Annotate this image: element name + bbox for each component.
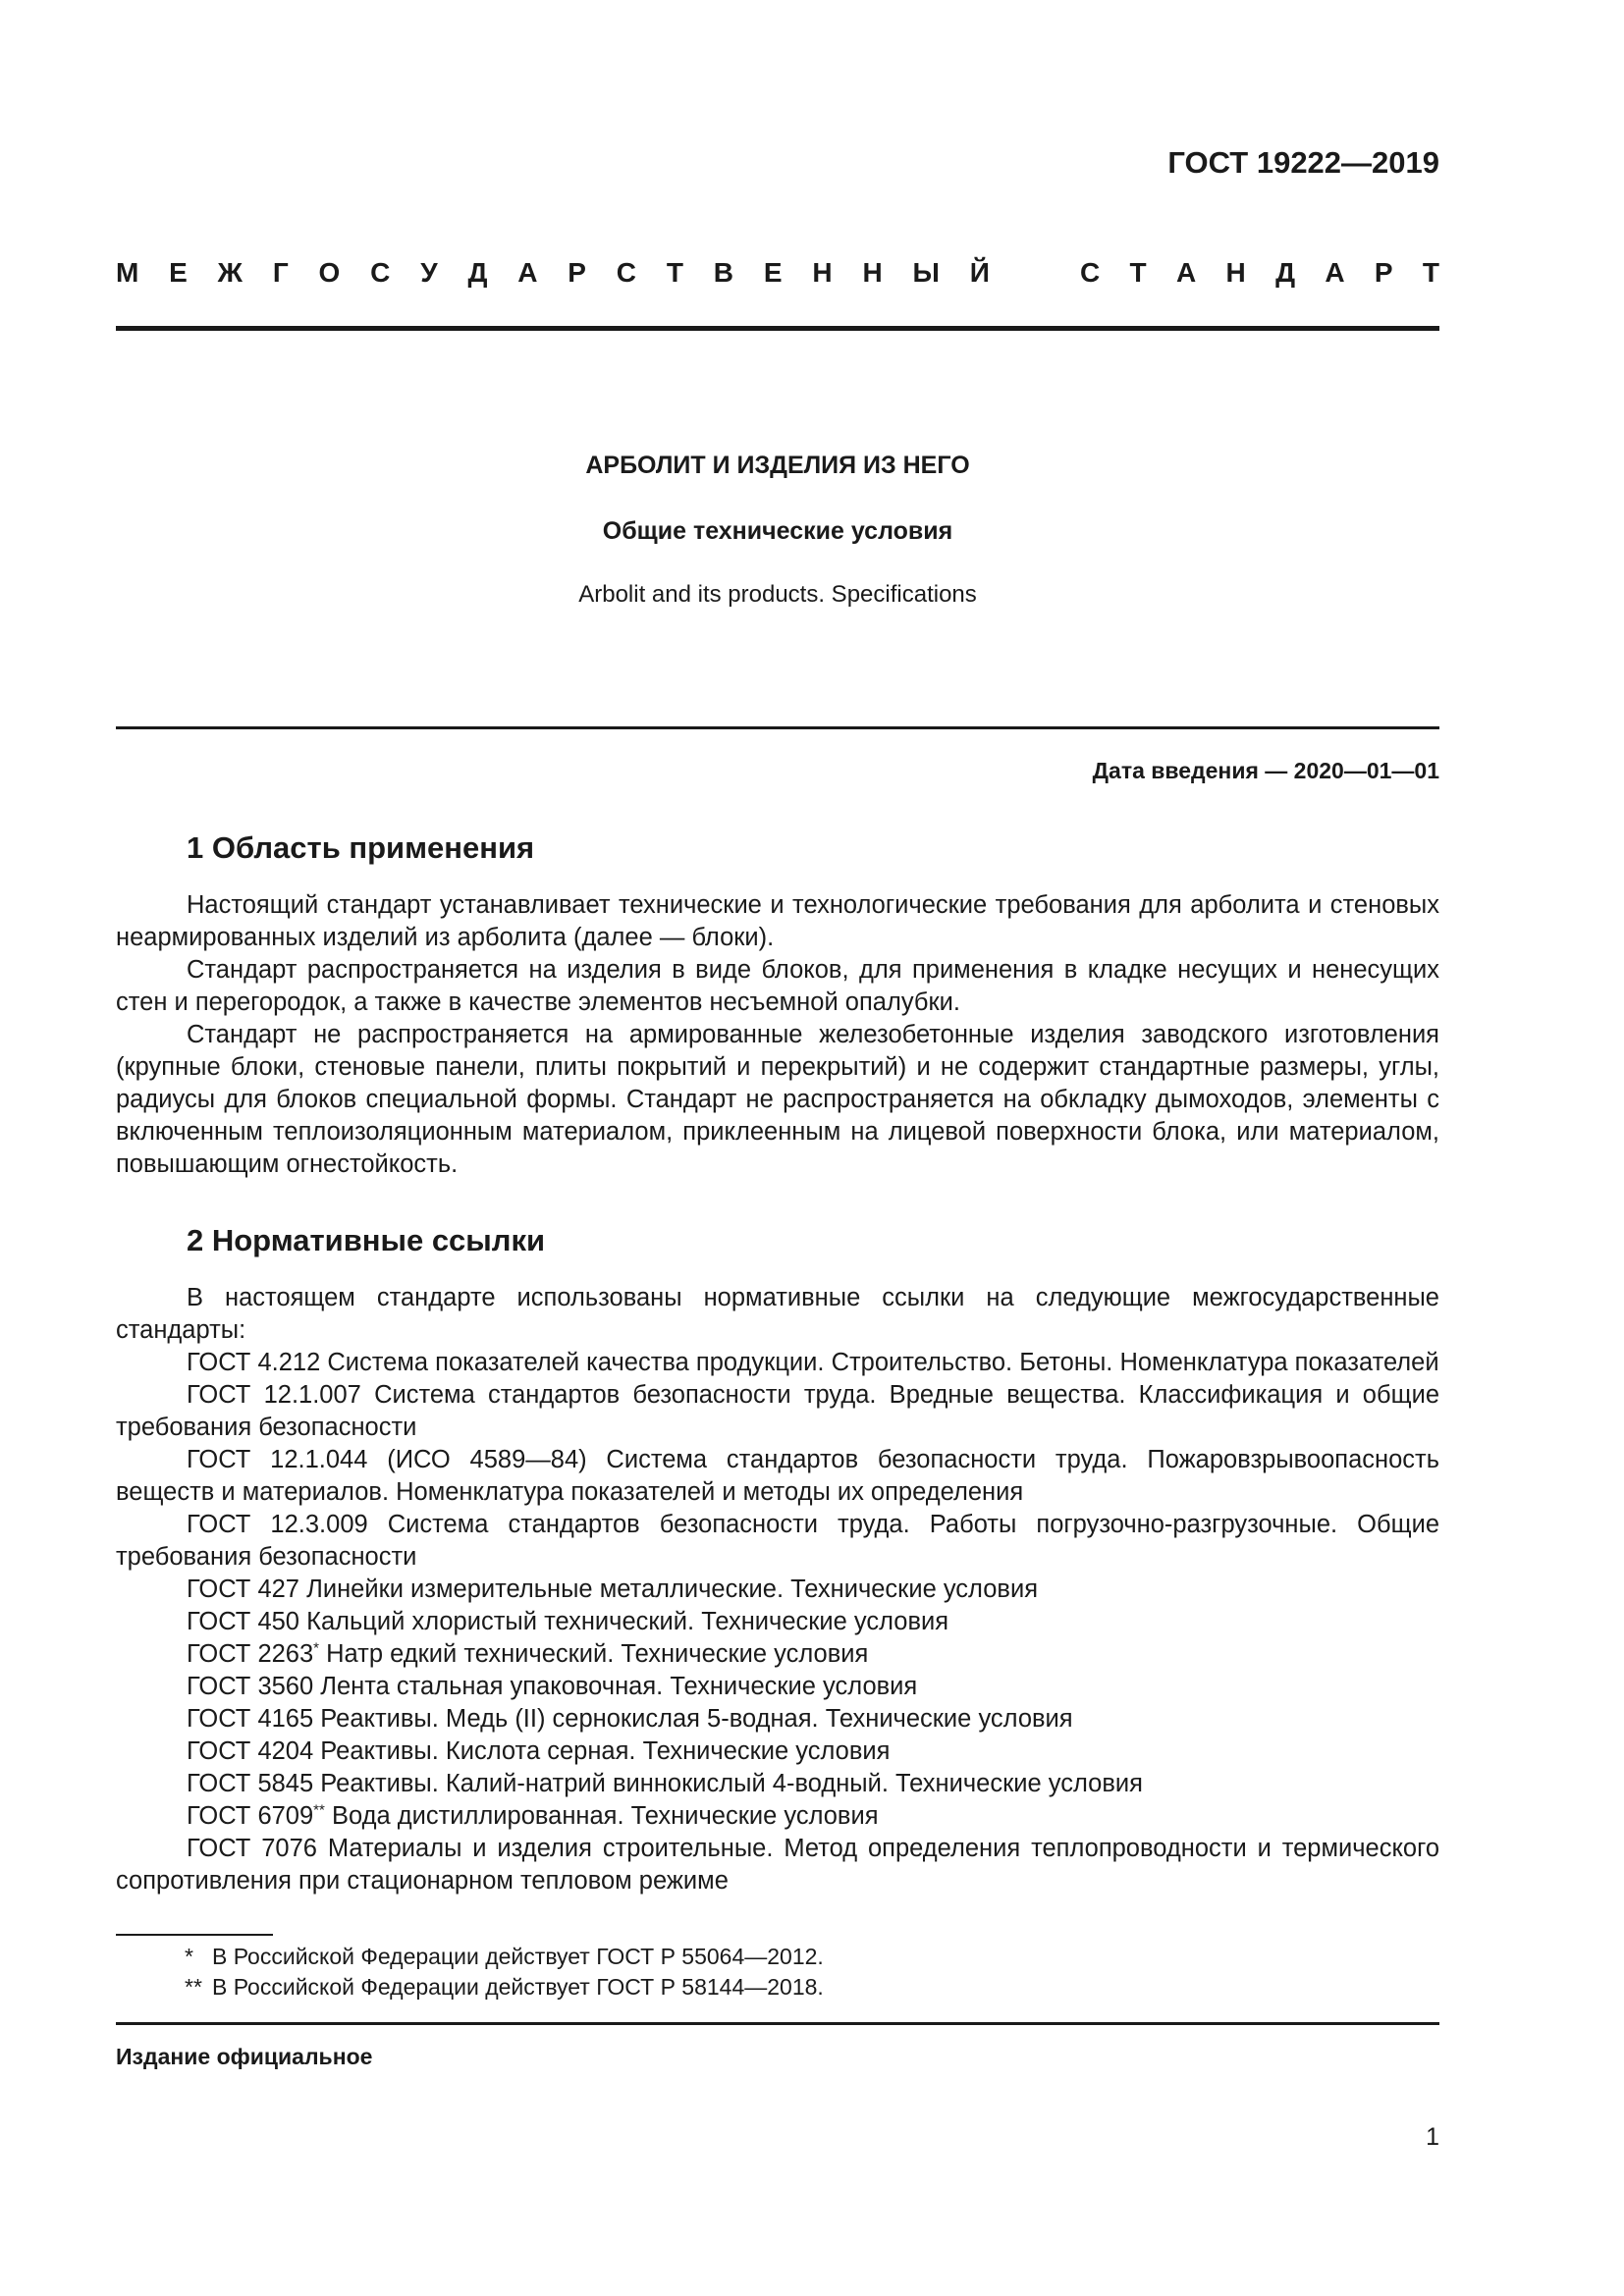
- reference-item: [116, 1379, 1439, 1444]
- banner-letter: С: [370, 257, 391, 288]
- footnote-marker: **: [313, 1801, 325, 1819]
- banner-letter: Д: [1275, 257, 1296, 288]
- reference-code: ГОСТ 6709: [187, 1802, 314, 1830]
- header-rule: [116, 326, 1439, 331]
- reference-code: ГОСТ 3560: [187, 1673, 314, 1700]
- reference-code: ГОСТ 427: [187, 1575, 299, 1603]
- banner-letter: Н: [862, 257, 883, 288]
- reference-title: Натр едкий технический. Технические условия: [319, 1640, 869, 1668]
- reference-title: Реактивы. Калий-натрий виннокислый 4-водный. Технические условия: [313, 1770, 1143, 1797]
- reference-item: [116, 1833, 1439, 1897]
- reference-item: [116, 1671, 1439, 1703]
- banner-letter: Р: [568, 257, 586, 288]
- paragraph: Настоящий стандарт устанавливает технические и технологические требования для арболита и стеновых неармированных изделий из арболита (далее — блоки).: [116, 891, 1439, 951]
- reference-title: Система показателей качества продукции. Строительство. Бетоны. Номенклатура показателей: [320, 1349, 1439, 1376]
- banner-letter: Н: [812, 257, 833, 288]
- reference-title: Система стандартов безопасности труда. Вредные вещества. Классификация и общие требования безопасности: [116, 1381, 1440, 1441]
- footnote: [185, 1972, 824, 2002]
- reference-title: Вода дистиллированная. Технические условия: [324, 1802, 879, 1830]
- footnote-mark: **: [185, 1974, 202, 2000]
- reference-item: [116, 1638, 1439, 1671]
- reference-title: Лента стальная упаковочная. Технические условия: [313, 1673, 918, 1700]
- reference-item: [116, 1703, 1439, 1735]
- reference-title: Реактивы. Кислота серная. Технические условия: [313, 1737, 891, 1765]
- reference-title: Линейки измерительные металлические. Технические условия: [299, 1575, 1039, 1603]
- banner-letter: У: [420, 257, 438, 288]
- banner-letter: Р: [1374, 257, 1393, 288]
- reference-code: ГОСТ 4165: [187, 1705, 314, 1733]
- paragraph: Стандарт распространяется на изделия в виде блоков, для применения в кладке несущих и ненесущих стен и перегородок, а также в качестве элементов несъемной опалубки.: [116, 956, 1439, 1016]
- reference-item: [116, 1606, 1439, 1638]
- banner-letter: Т: [666, 257, 683, 288]
- reference-code: ГОСТ 2263: [187, 1640, 314, 1668]
- banner-letter: С: [1080, 257, 1101, 288]
- banner-letter: Е: [169, 257, 188, 288]
- reference-item: [116, 1800, 1439, 1833]
- banner-letter: А: [1175, 257, 1197, 288]
- standard-number: ГОСТ 19222—2019: [1167, 145, 1439, 180]
- footnote-rule: [116, 1934, 273, 1936]
- banner-letter: А: [517, 257, 538, 288]
- banner-letter: Й: [969, 257, 990, 288]
- document-title: АРБОЛИТ И ИЗДЕЛИЯ ИЗ НЕГО: [585, 452, 970, 479]
- paragraph: Стандарт не распространяется на армированные железобетонные изделия заводского изготовления (крупные блоки, стеновые панели, плиты покрытий и перекрытий) и не содержит стандартные размеры, углы, радиусы для блоков специальной формы. Стандарт не распространяется на обкладку дымоходов, элементы с включенным теплоизоляционным материалом, приклеенным на лицевой поверхности блока, или материалом, повышающим огнестойкость.: [116, 1021, 1439, 1178]
- reference-code: ГОСТ 7076: [187, 1835, 317, 1862]
- reference-code: ГОСТ 4.212: [187, 1349, 321, 1376]
- edition-label: Издание официальное: [116, 2044, 373, 2069]
- reference-code: ГОСТ 450: [187, 1608, 299, 1635]
- banner-letter: Ж: [217, 257, 243, 288]
- reference-title: Система стандартов безопасности труда. Работы погрузочно-разгрузочные. Общие требования безопасности: [116, 1511, 1440, 1571]
- reference-item: [116, 1574, 1439, 1606]
- banner-letter: Ы: [912, 257, 940, 288]
- section-2-body: [116, 1282, 1439, 1897]
- document-title-english: Arbolit and its products. Specifications: [578, 581, 977, 608]
- section-1-heading: 1 Область применения: [187, 830, 535, 865]
- banner-letter: А: [1325, 257, 1345, 288]
- reference-title: Кальций хлористый технический. Технические условия: [299, 1608, 949, 1635]
- date-of-introduction: Дата введения — 2020—01—01: [1092, 758, 1439, 783]
- banner-letter: Г: [272, 257, 289, 288]
- reference-item: [116, 1735, 1439, 1768]
- page-number: 1: [1426, 2123, 1439, 2151]
- banner-letter: Т: [1422, 257, 1439, 288]
- banner-letter: Н: [1225, 257, 1246, 288]
- reference-code: ГОСТ 12.1.007: [187, 1381, 361, 1409]
- banner-word-interstate: [116, 257, 990, 289]
- paragraph: В настоящем стандарте использованы нормативные ссылки на следующие межгосударственные стандарты:: [116, 1284, 1439, 1344]
- interstate-standard-banner: [116, 253, 1439, 293]
- footnote-marker: *: [313, 1639, 320, 1657]
- banner-letter: С: [616, 257, 637, 288]
- reference-code: ГОСТ 5845: [187, 1770, 314, 1797]
- banner-letter: В: [713, 257, 734, 288]
- title-rule: [116, 726, 1439, 729]
- banner-word-standard: [1080, 257, 1439, 289]
- reference-title: (ИСО 4589—84) Система стандартов безопасности труда. Пожаровзрывоопасность веществ и материалов. Номенклатура показателей и методы их определения: [116, 1446, 1439, 1506]
- banner-letter: Т: [1129, 257, 1147, 288]
- reference-code: ГОСТ 4204: [187, 1737, 314, 1765]
- reference-code: ГОСТ 12.1.044: [187, 1446, 368, 1473]
- reference-title: Реактивы. Медь (II) сернокислая 5-водная. Технические условия: [313, 1705, 1073, 1733]
- reference-item: [116, 1347, 1439, 1379]
- banner-letter: О: [318, 257, 341, 288]
- footnote-mark: *: [185, 1944, 193, 1969]
- document-subtitle: Общие технические условия: [602, 517, 953, 545]
- footer-rule: [116, 2022, 1439, 2025]
- footnote-text: В Российской Федерации действует ГОСТ Р 58144—2018.: [212, 1974, 824, 2000]
- banner-letter: М: [116, 257, 139, 288]
- footnote-text: В Российской Федерации действует ГОСТ Р 55064—2012.: [212, 1944, 824, 1969]
- banner-letter: Д: [467, 257, 488, 288]
- reference-title: Материалы и изделия строительные. Метод определения теплопроводности и термического сопротивления при стационарном тепловом режиме: [116, 1835, 1440, 1895]
- reference-item: [116, 1768, 1439, 1800]
- footnote: [185, 1942, 824, 1972]
- banner-letter: Е: [763, 257, 783, 288]
- reference-item: [116, 1444, 1439, 1509]
- footnotes: [185, 1942, 824, 2002]
- section-2-heading: 2 Нормативные ссылки: [187, 1223, 546, 1257]
- section-1-body: [116, 889, 1439, 1181]
- reference-code: ГОСТ 12.3.009: [187, 1511, 368, 1538]
- reference-item: [116, 1509, 1439, 1574]
